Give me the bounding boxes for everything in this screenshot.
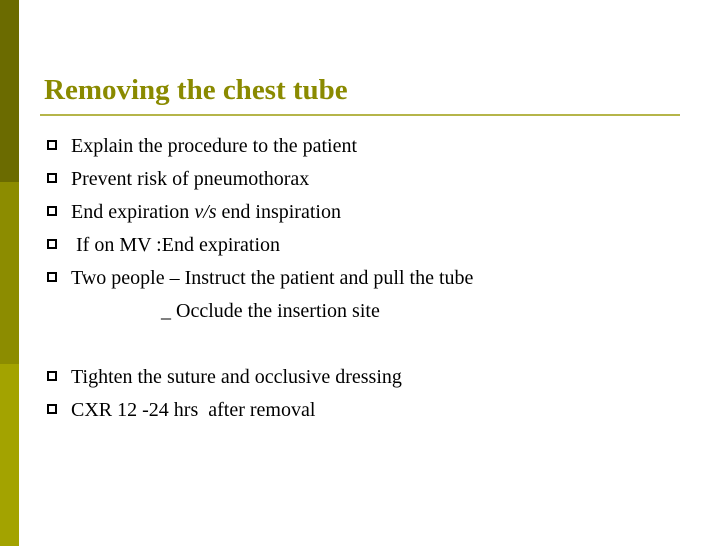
square-bullet-icon	[47, 173, 57, 183]
bullet-list	[44, 130, 473, 427]
bullet-text-post: end inspiration	[216, 201, 341, 223]
square-bullet-icon	[47, 206, 57, 216]
bullet-item	[44, 262, 473, 295]
bullet-item	[44, 361, 473, 394]
bullet-item	[44, 130, 473, 163]
bullet-item	[44, 196, 473, 229]
square-bullet-icon	[47, 239, 57, 249]
bullet-continuation	[44, 295, 473, 328]
bullet-text: If on MV :End expiration	[71, 234, 281, 256]
bullet-item	[44, 163, 473, 196]
bullet-text: CXR 12 -24 hrs after removal	[71, 399, 316, 421]
bullet-item	[44, 229, 473, 262]
bullet-text-pre: End expiration	[71, 201, 195, 223]
square-bullet-icon	[47, 140, 57, 150]
square-bullet-icon	[47, 272, 57, 282]
square-bullet-icon	[47, 371, 57, 381]
bullet-text: Prevent risk of pneumothorax	[71, 168, 310, 190]
bullet-text-italic: v/s	[194, 201, 217, 223]
bullet-text: Explain the procedure to the patient	[71, 135, 358, 157]
title-divider	[40, 114, 680, 116]
bullet-item	[44, 394, 473, 427]
square-bullet-icon	[47, 404, 57, 414]
blank-line	[44, 328, 473, 361]
bullet-text: Tighten the suture and occlusive dressing	[71, 366, 402, 388]
sidebar-accent	[0, 0, 19, 546]
slide-title: Removing the chest tube	[44, 74, 348, 106]
sidebar-segment-middle	[0, 182, 19, 364]
bullet-text: Two people – Instruct the patient and pull the tube	[71, 267, 474, 289]
sidebar-segment-top	[0, 0, 19, 182]
sidebar-segment-bottom	[0, 364, 19, 546]
continuation-text: _ Occlude the insertion site	[71, 300, 380, 322]
